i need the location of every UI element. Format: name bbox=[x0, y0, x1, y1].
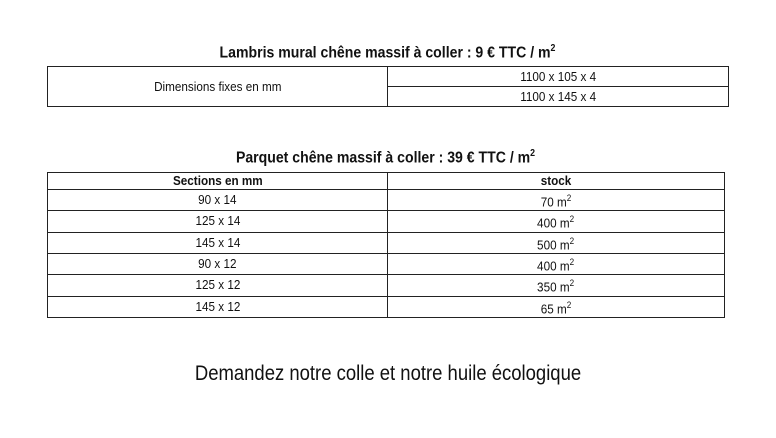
table-row bbox=[48, 67, 729, 87]
stock-amount: 70 bbox=[540, 194, 554, 210]
stock-unit: m bbox=[556, 194, 567, 210]
lambris-title-text: Lambris mural chêne massif à coller : 9 € TTC / m bbox=[219, 44, 551, 62]
stock-unit-sup: 2 bbox=[570, 278, 575, 289]
table-row bbox=[48, 275, 725, 296]
stock-unit: m bbox=[556, 300, 567, 316]
section-cell bbox=[48, 211, 388, 232]
stock-unit: m bbox=[560, 215, 571, 231]
stock-unit-sup: 2 bbox=[570, 256, 575, 267]
lambris-dimensions-table bbox=[47, 66, 729, 107]
table-row bbox=[48, 253, 725, 274]
section-cell bbox=[48, 190, 388, 211]
stock-value bbox=[541, 190, 572, 210]
footer-message: Demandez notre colle et notre huile écologique bbox=[194, 362, 582, 385]
sections-header bbox=[48, 173, 388, 190]
lambris-dimension: 1100 x 105 x 4 bbox=[520, 69, 596, 84]
stock-amount: 400 bbox=[537, 258, 557, 274]
stock-cell bbox=[388, 296, 725, 317]
parquet-stock-table bbox=[47, 172, 725, 318]
table-row bbox=[48, 232, 725, 253]
section-cell bbox=[48, 296, 388, 317]
table-row bbox=[48, 211, 725, 232]
section-value: 145 x 14 bbox=[195, 234, 240, 250]
stock-value bbox=[537, 211, 574, 231]
stock-value bbox=[537, 275, 574, 295]
section-value: 125 x 14 bbox=[195, 213, 240, 229]
section-cell bbox=[48, 275, 388, 296]
stock-unit-sup: 2 bbox=[566, 193, 572, 203]
stock-unit: m bbox=[560, 279, 571, 295]
lambris-title-sup: 2 bbox=[550, 43, 556, 54]
stock-cell bbox=[388, 190, 725, 211]
lambris-title bbox=[88, 43, 687, 62]
section-value: 90 x 14 bbox=[198, 192, 237, 208]
section-cell bbox=[48, 253, 388, 274]
lambris-dimension: 1100 x 145 x 4 bbox=[520, 89, 596, 104]
stock-unit: m bbox=[560, 258, 571, 274]
lambris-dimension-cell bbox=[388, 87, 729, 107]
stock-cell bbox=[388, 275, 725, 296]
section-value: 125 x 12 bbox=[195, 277, 240, 293]
table-row bbox=[48, 296, 725, 317]
stock-amount: 350 bbox=[537, 279, 557, 295]
stock-unit-sup: 2 bbox=[566, 299, 572, 310]
parquet-title bbox=[88, 148, 684, 167]
table-header-row bbox=[48, 173, 725, 190]
stock-unit: m bbox=[560, 236, 571, 252]
stock-unit-sup: 2 bbox=[570, 214, 575, 225]
sections-header-label: Sections en mm bbox=[172, 173, 263, 188]
stock-cell bbox=[388, 253, 725, 274]
stock-amount: 500 bbox=[537, 236, 557, 252]
stock-value bbox=[537, 254, 574, 274]
parquet-title-text: Parquet chêne massif à coller : 39 € TTC / m bbox=[235, 149, 531, 167]
stock-value bbox=[541, 297, 572, 317]
stock-cell bbox=[388, 211, 725, 232]
lambris-label-cell bbox=[48, 67, 388, 107]
lambris-dimension-cell bbox=[388, 67, 729, 87]
stock-amount: 65 bbox=[540, 300, 554, 316]
stock-amount: 400 bbox=[537, 215, 557, 231]
section-value: 145 x 12 bbox=[195, 298, 240, 314]
section-cell bbox=[48, 232, 388, 253]
stock-cell bbox=[388, 232, 725, 253]
stock-header-label: stock bbox=[540, 173, 572, 188]
lambris-label: Dimensions fixes en mm bbox=[153, 79, 282, 94]
stock-value bbox=[537, 233, 574, 253]
parquet-title-sup: 2 bbox=[530, 148, 536, 159]
stock-unit-sup: 2 bbox=[570, 235, 575, 246]
table-row bbox=[48, 190, 725, 211]
stock-header bbox=[388, 173, 725, 190]
section-value: 90 x 12 bbox=[198, 256, 237, 272]
